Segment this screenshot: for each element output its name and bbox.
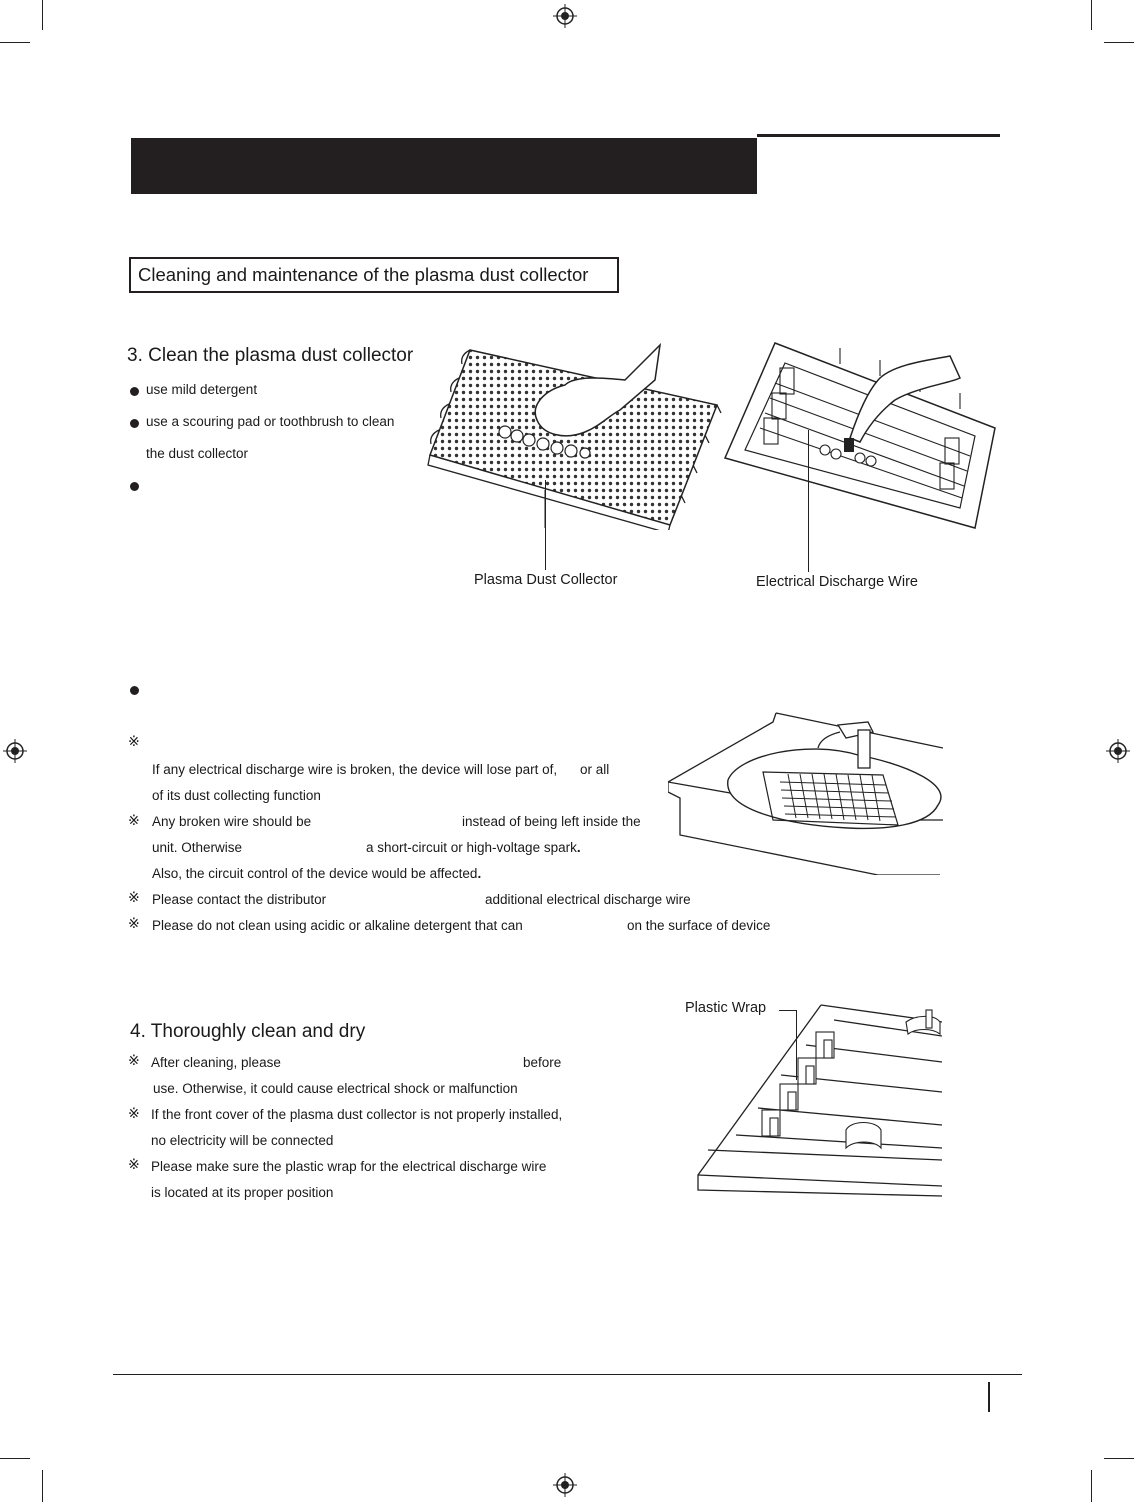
plastic-wrap-illustration [696, 1000, 942, 1200]
note-contact-b: additional electrical discharge wire [485, 892, 691, 907]
step4-note2-b: no electricity will be connected [151, 1133, 334, 1148]
wire-callout-line [808, 430, 809, 572]
footer-tick [988, 1382, 990, 1412]
registration-mark-left [3, 739, 27, 763]
bullet-dot [130, 387, 139, 396]
step4-note3-b: is located at its proper position [151, 1185, 334, 1200]
bullet-dot [130, 482, 139, 491]
note-acid-b: on the surface of device [627, 918, 771, 933]
step4-note2-a: If the front cover of the plasma dust collector is not properly installed, [151, 1107, 563, 1122]
header-bar [131, 138, 757, 194]
note-contact-a: Please contact the distributor [152, 892, 327, 907]
step3-heading: 3. Clean the plasma dust collector [127, 345, 414, 366]
note-remove-wire-f: Also, the circuit control of the device would be affected. [152, 866, 482, 881]
note-mark: ※ [128, 1105, 140, 1121]
step4-note3-a: Please make sure the plastic wrap for the electrical discharge wire [151, 1159, 547, 1174]
discharge-wire-illustration [720, 338, 1000, 538]
collector-label: Plasma Dust Collector [474, 572, 618, 588]
note-broken-wire-line2: of its dust collecting function [152, 788, 321, 803]
collector-callout-line [545, 480, 546, 570]
sink-illustration [668, 710, 943, 875]
note-mark: ※ [128, 915, 140, 931]
registration-mark-top [553, 4, 577, 28]
note-broken-wire-line1b: or all [580, 762, 610, 777]
note-mark: ※ [128, 733, 140, 749]
step4-note1-a: After cleaning, please [151, 1055, 281, 1070]
note-remove-wire-a: Any broken wire should be [152, 814, 312, 829]
note-broken-wire-line1: If any electrical discharge wire is broken, the device will lose part of, [152, 762, 558, 777]
note-mark: ※ [128, 889, 140, 905]
note-remove-wire-b: instead of being left inside the [462, 814, 641, 829]
dust-collector-illustration [425, 340, 730, 530]
bullet-dot [130, 419, 139, 428]
bullet-dot [130, 686, 139, 695]
step3-bullet-scouring-cont: the dust collector [146, 446, 249, 461]
note-remove-wire-c: unit. Otherwise [152, 840, 243, 855]
step3-bullet-detergent: use mild detergent [146, 382, 258, 397]
footer-rule [113, 1374, 1022, 1375]
note-acid-a: Please do not clean using acidic or alkaline detergent that can [152, 918, 523, 933]
step4-heading: 4. Thoroughly clean and dry [130, 1021, 366, 1042]
registration-mark-right [1106, 739, 1130, 763]
note-remove-wire-d: a short-circuit or high-voltage spark. [366, 840, 581, 855]
step3-bullet-scouring: use a scouring pad or toothbrush to clean [146, 414, 395, 429]
note-mark: ※ [128, 1052, 140, 1068]
header-rule [757, 134, 1000, 137]
note-mark: ※ [128, 1156, 140, 1172]
step4-note1-c: use. Otherwise, it could cause electrical shock or malfunction [153, 1081, 518, 1096]
wire-label: Electrical Discharge Wire [756, 574, 918, 590]
section-title: Cleaning and maintenance of the plasma dust collector [129, 257, 619, 293]
step4-note1-b: before [523, 1055, 562, 1070]
registration-mark-bottom [553, 1473, 577, 1497]
wrap-label: Plastic Wrap [685, 1000, 767, 1016]
note-mark: ※ [128, 812, 140, 828]
